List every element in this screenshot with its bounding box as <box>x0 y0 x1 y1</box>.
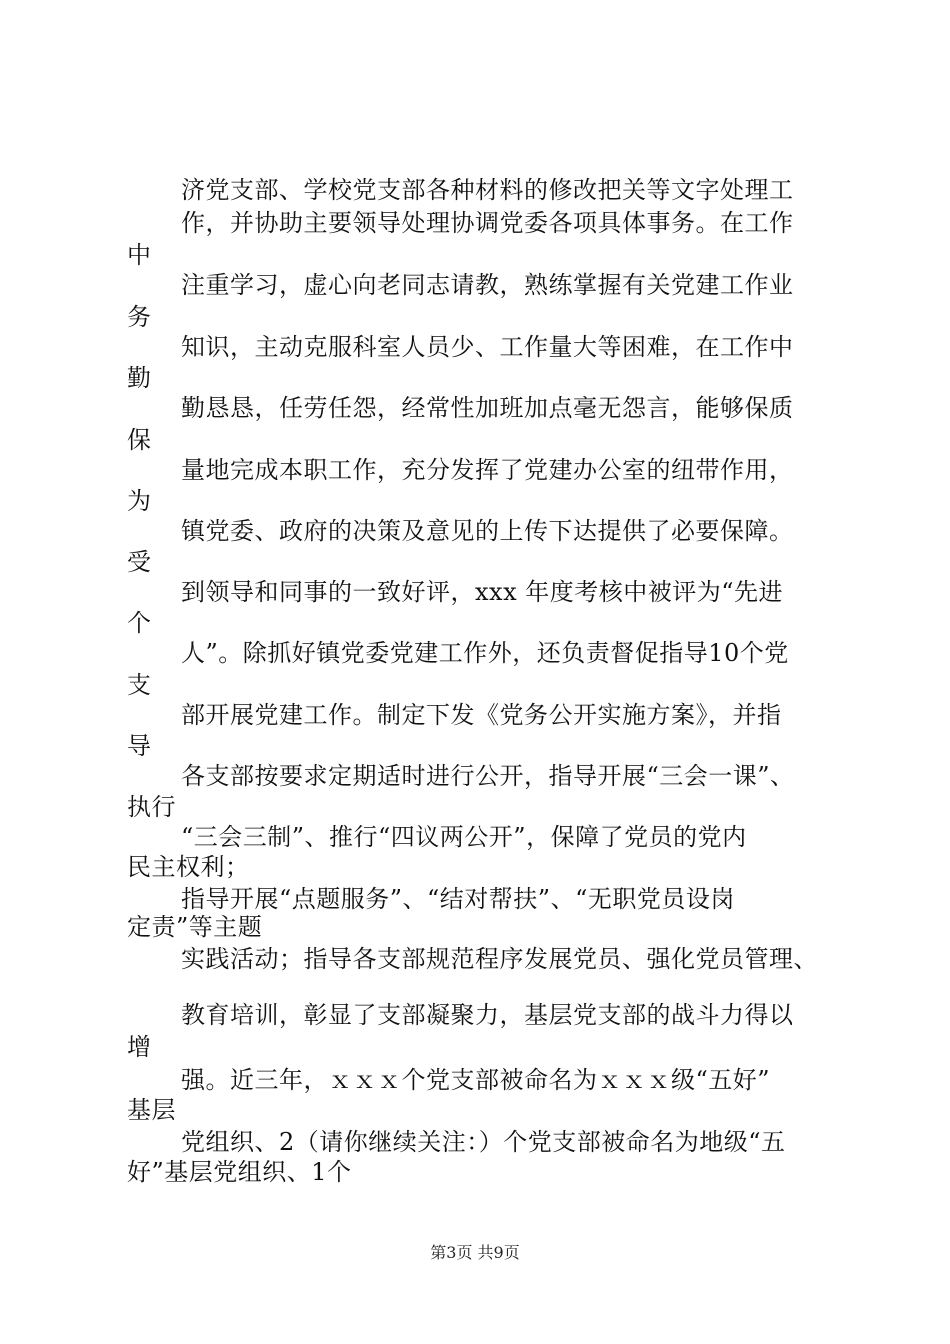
text-line: 知识，主动克服科室人员少、工作量大等困难，在工作中 <box>181 333 794 361</box>
text-line: 各支部按要求定期适时进行公开，指导开展“三会一课”、 <box>181 762 795 790</box>
text-line: 中 <box>127 241 152 269</box>
text-line: 个 <box>127 609 152 637</box>
text-line: 勤 <box>127 364 152 392</box>
text-line: 基层 <box>127 1096 176 1124</box>
text-line: 支 <box>127 671 152 699</box>
page-number-footer: 第3页 共9页 <box>430 1243 520 1262</box>
text-line: 镇党委、政府的决策及意见的上传下达提供了必要保障。 <box>181 517 794 545</box>
text-line: “三会三制”、推行“四议两公开”，保障了党员的党内 <box>181 823 747 851</box>
text-line: 到领导和同事的一致好评，xxx 年度考核中被评为“先进 <box>181 578 784 606</box>
text-line: 勤恳恳，任劳任怨，经常性加班加点毫无怨言，能够保质 <box>181 394 794 422</box>
text-line: 定责”等主题 <box>127 913 263 941</box>
text-line: 务 <box>127 303 152 331</box>
text-line: 民主权利； <box>127 853 250 881</box>
text-line: 增 <box>127 1033 152 1061</box>
text-line: 注重学习，虚心向老同志请教，熟练掌握有关党建工作业 <box>181 271 794 299</box>
text-line: 部开展党建工作。制定下发《党务公开实施方案》，并指 <box>181 701 782 729</box>
text-line: 好”基层党组织、1个 <box>127 1158 352 1186</box>
text-line: 为 <box>127 487 152 515</box>
text-line: 保 <box>127 426 152 454</box>
text-line: 导 <box>127 732 152 760</box>
text-line: 济党支部、学校党支部各种材料的修改把关等文字处理工 <box>181 176 794 204</box>
text-line: 执行 <box>127 793 176 821</box>
text-line: 量地完成本职工作，充分发挥了党建办公室的纽带作用， <box>181 456 794 484</box>
text-line: 教育培训，彰显了支部凝聚力，基层党支部的战斗力得以 <box>181 1001 794 1029</box>
text-line: 受 <box>127 548 152 576</box>
text-line: 实践活动；指导各支部规范程序发展党员、强化党员管理、 <box>181 945 818 973</box>
text-line: 指导开展“点题服务”、“结对帮扶”、“无职党员设岗 <box>181 885 735 913</box>
text-line: 人”。除抓好镇党委党建工作外，还负责督促指导10个党 <box>181 639 789 667</box>
text-line: 作，并协助主要领导处理协调党委各项具体事务。在工作 <box>181 209 794 237</box>
text-line: 强。近三年，ｘｘｘ个党支部被命名为ｘｘｘ级“五好” <box>181 1066 771 1094</box>
text-line: 党组织、2（请你继续关注：）个党支部被命名为地级“五 <box>181 1128 786 1156</box>
